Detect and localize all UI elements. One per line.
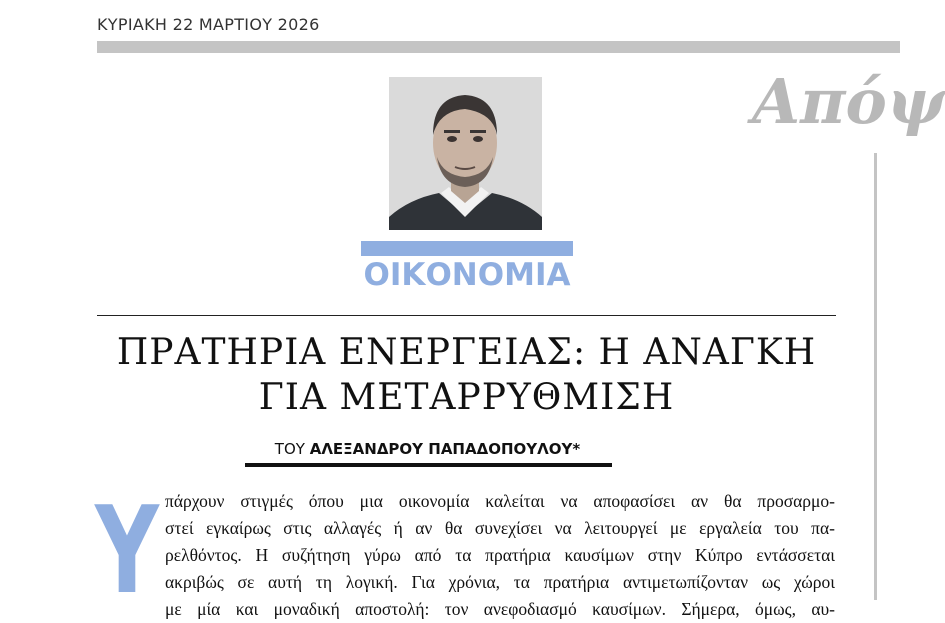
- byline-prefix: ΤΟΥ: [274, 440, 305, 458]
- category-bar: [361, 241, 573, 256]
- issue-date: ΚΥΡΙΑΚΗ 22 ΜΑΡΤΙΟΥ 2026: [97, 15, 320, 34]
- body-line: με μία και μοναδική αποστολή: τον ανεφοδιασμό καυσίμων. Σήμερα, όμως, αυ-: [165, 599, 835, 619]
- drop-cap: [93, 482, 161, 621]
- author-photo: [389, 77, 542, 230]
- body-line: στεί εγκαίρως στις αλλαγές ή αν θα συνεχίσει να λειτουργεί με εργαλεία του πα-: [165, 518, 835, 538]
- top-rule: [97, 41, 900, 53]
- headline-line-2: ΓΙΑ ΜΕΤΑΡΡΥΘΜΙΣΗ: [258, 377, 675, 418]
- byline-author: ΑΛΕΞΑΝΔΡΟΥ ΠΑΠΑΔΟΠΟΥΛΟΥ*: [309, 440, 581, 458]
- byline: [245, 438, 610, 460]
- article-body: [165, 488, 835, 623]
- column-divider: [874, 153, 877, 600]
- headline-line-1: ΠΡΑΤΗΡΙΑ ΕΝΕΡΓΕΙΑΣ: Η ΑΝΑΓΚΗ: [116, 332, 817, 373]
- body-line: ακριβώς σε αυτή τη λογική. Για χρόνια, τα πρατήρια αντιμετωπίζονταν ως χώροι: [165, 572, 835, 592]
- body-line: πάρχουν στιγμές όπου μια οικονομία καλείται να αποφασίσει αν θα προσαρμο-: [165, 491, 835, 511]
- headline: [97, 330, 836, 420]
- body-line: ρελθόντος. Η συζήτηση γύρω από τα πρατήρια καυσίμων στην Κύπρο εντάσσεται: [165, 545, 835, 565]
- byline-rule: [245, 463, 612, 467]
- headline-rule: [97, 315, 836, 316]
- category-label: ΟΙΚΟΝΟΜΙΑ: [363, 257, 571, 293]
- drop-cap-letter: Υ: [93, 482, 161, 621]
- section-title: Απόψ: [752, 65, 945, 138]
